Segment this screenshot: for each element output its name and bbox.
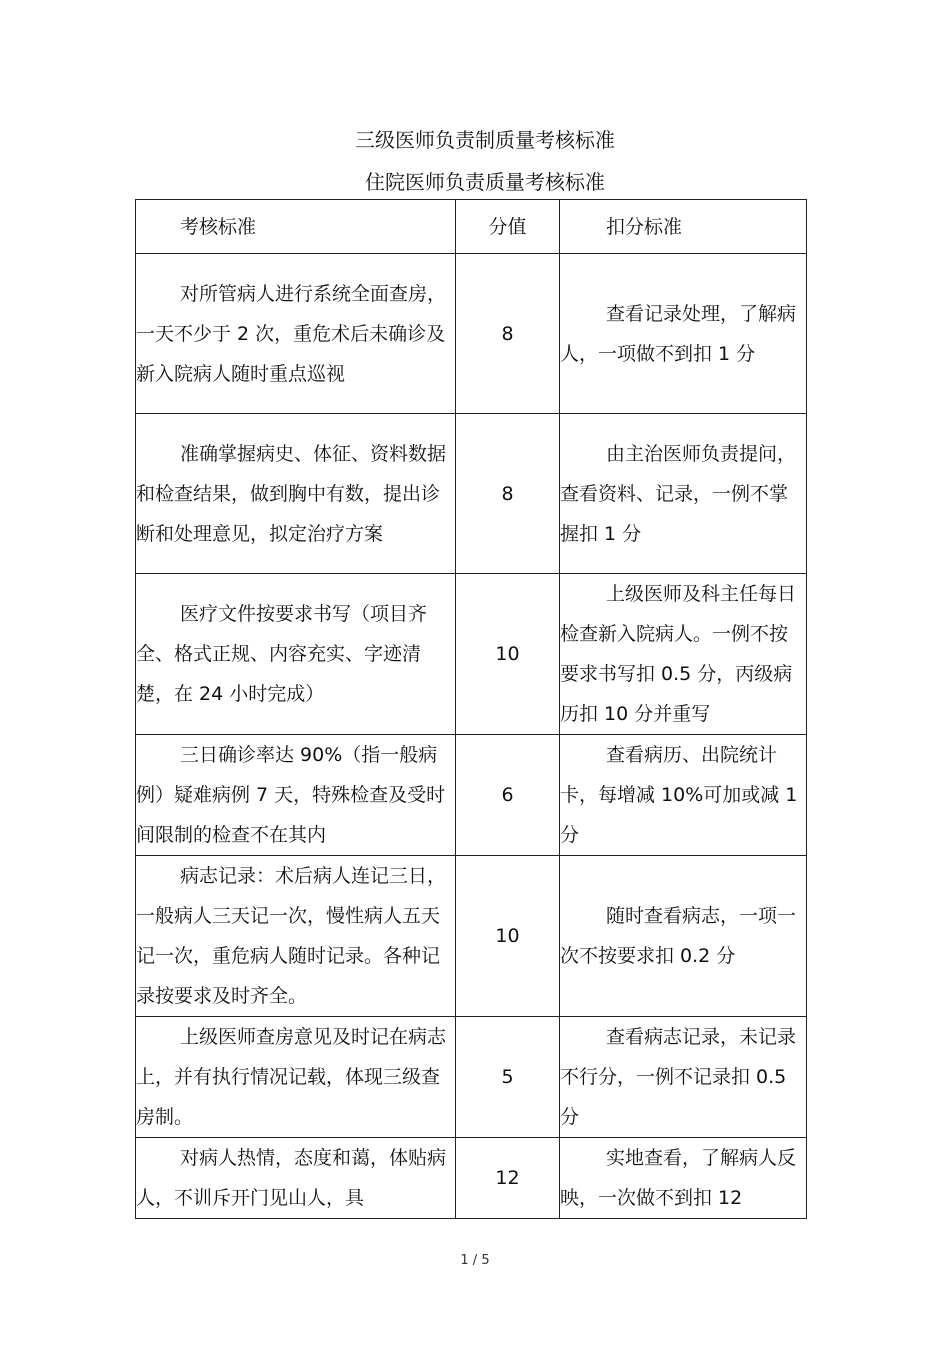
table-row	[136, 254, 807, 414]
page-title: 三级医师负责制质量考核标准	[355, 128, 615, 152]
table-header-row	[136, 200, 807, 254]
cell-score: 10	[456, 856, 560, 1017]
header-standard: 考核标准	[136, 200, 456, 254]
cell-standard: 上级医师查房意见及时记在病志上，并有执行情况记载，体现三级查房制。	[136, 1017, 456, 1138]
table-row	[136, 574, 807, 735]
table-row	[136, 1138, 807, 1219]
cell-standard: 病志记录：术后病人连记三日，一般病人三天记一次，慢性病人五天记一次，重危病人随时记录。各种记录按要求及时齐全。	[136, 856, 456, 1017]
assessment-table	[135, 199, 807, 1219]
cell-deduction: 上级医师及科主任每日检查新入院病人。一例不按要求书写扣 0.5 分，丙级病历扣 10 分并重写	[560, 574, 807, 735]
page-number: 1 / 5	[460, 1253, 490, 1268]
cell-score: 10	[456, 574, 560, 735]
table-row	[136, 1017, 807, 1138]
cell-deduction: 查看记录处理，了解病人，一项做不到扣 1 分	[560, 254, 807, 414]
cell-score: 5	[456, 1017, 560, 1138]
table-row	[136, 414, 807, 574]
cell-score: 6	[456, 735, 560, 856]
cell-score: 12	[456, 1138, 560, 1219]
cell-score: 8	[456, 254, 560, 414]
cell-standard: 对所管病人进行系统全面查房，一天不少于 2 次，重危术后未确诊及新入院病人随时重点巡视	[136, 254, 456, 414]
cell-deduction: 查看病志记录，未记录不行分，一例不记录扣 0.5 分	[560, 1017, 807, 1138]
cell-standard: 准确掌握病史、体征、资料数据和检查结果，做到胸中有数，提出诊断和处理意见，拟定治疗方案	[136, 414, 456, 574]
cell-deduction: 实地查看，了解病人反映，一次做不到扣 12	[560, 1138, 807, 1219]
cell-standard: 对病人热情，态度和蔼，体贴病人，不训斥开门见山人，具	[136, 1138, 456, 1219]
table-row	[136, 856, 807, 1017]
cell-deduction: 查看病历、出院统计卡，每增减 10%可加或减 1 分	[560, 735, 807, 856]
cell-standard: 三日确诊率达 90%（指一般病例）疑难病例 7 天，特殊检查及受时间限制的检查不在其内	[136, 735, 456, 856]
cell-score: 8	[456, 414, 560, 574]
cell-deduction: 随时查看病志，一项一次不按要求扣 0.2 分	[560, 856, 807, 1017]
page-subtitle: 住院医师负责质量考核标准	[365, 170, 605, 194]
cell-deduction: 由主治医师负责提问，查看资料、记录，一例不掌握扣 1 分	[560, 414, 807, 574]
cell-standard: 医疗文件按要求书写（项目齐全、格式正规、内容充实、字迹清楚，在 24 小时完成）	[136, 574, 456, 735]
header-deduction: 扣分标准	[560, 200, 807, 254]
header-score: 分值	[456, 200, 560, 254]
table-row	[136, 735, 807, 856]
